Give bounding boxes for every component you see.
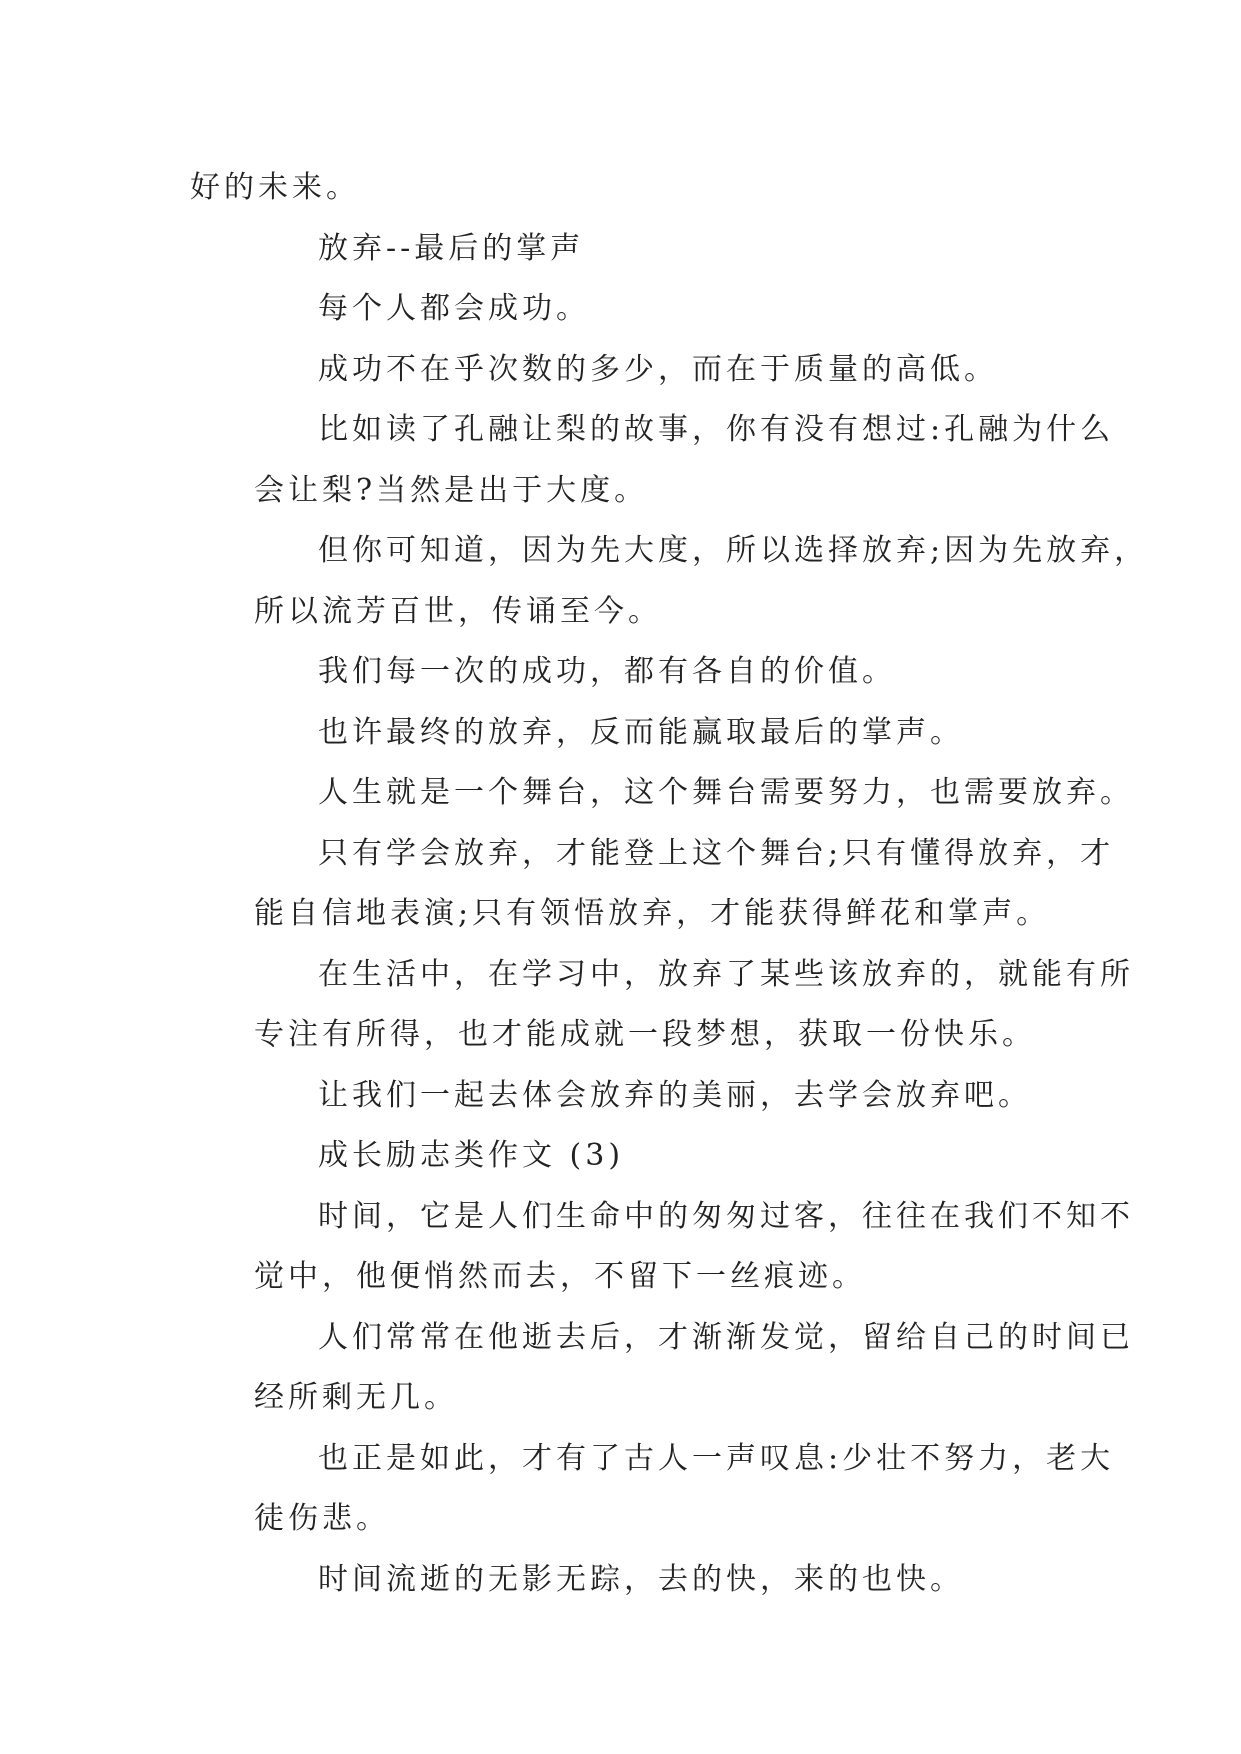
paragraph (190, 945, 1134, 1066)
paragraph (190, 763, 1134, 824)
text-line: 但你可知道，因为先大度，所以选择放弃;因为先放弃， (318, 533, 1149, 568)
text-line: 在生活中，在学习中，放弃了某些该放弃的，就能有所 (318, 956, 1134, 992)
paragraph (190, 521, 1149, 642)
paragraph (190, 340, 1070, 401)
text-line: 也正是如此，才有了古人一声叹息:少壮不努力，老大 (318, 1440, 1115, 1476)
paragraph (190, 703, 1070, 764)
paragraph (190, 824, 1115, 945)
text-line: 所以流芳百世，传诵至今。 (254, 593, 662, 629)
paragraph (190, 158, 1070, 219)
section-title (190, 1126, 1070, 1187)
paragraph (190, 1187, 1134, 1308)
text-line: 成长励志类作文 (3) (318, 1138, 625, 1173)
text-line: 觉中，他便悄然而去，不留下一丝痕迹。 (254, 1259, 866, 1294)
text-line: 时间，它是人们生命中的匆匆过客，往往在我们不知不 (318, 1198, 1134, 1234)
text-line: 人们常常在他逝去后，才渐渐发觉，留给自己的时间已 (318, 1319, 1134, 1355)
paragraph (190, 400, 1115, 521)
text-line: 时间流逝的无影无踪，去的快，来的也快。 (318, 1561, 964, 1597)
text-line: 我们每一次的成功，都有各自的价值。 (318, 654, 896, 689)
text-line: 放弃--最后的掌声 (318, 230, 585, 266)
text-line: 能自信地表演;只有领悟放弃，才能获得鲜花和掌声。 (254, 896, 1051, 931)
document-body (190, 158, 1149, 1610)
paragraph (190, 1066, 1070, 1127)
text-line: 每个人都会成功。 (318, 291, 590, 326)
text-line: 比如读了孔融让梨的故事，你有没有想过:孔融为什么 (318, 412, 1115, 447)
paragraph (190, 1429, 1115, 1550)
paragraph (190, 279, 1070, 340)
text-line: 也许最终的放弃，反而能赢取最后的掌声。 (318, 714, 964, 750)
paragraph (190, 1308, 1134, 1429)
text-line: 好的未来。 (190, 170, 360, 205)
text-line: 会让梨?当然是出于大度。 (254, 472, 649, 508)
text-line: 只有学会放弃，才能登上这个舞台;只有懂得放弃，才 (318, 835, 1115, 871)
section-title (190, 219, 1070, 280)
text-line: 徒伤悲。 (254, 1501, 390, 1536)
paragraph (190, 1550, 1070, 1611)
text-line: 人生就是一个舞台，这个舞台需要努力，也需要放弃。 (318, 775, 1134, 810)
text-line: 经所剩无几。 (254, 1380, 458, 1415)
text-line: 成功不在乎次数的多少，而在于质量的高低。 (318, 351, 998, 387)
paragraph (190, 642, 1070, 703)
text-line: 专注有所得，也才能成就一段梦想，获取一份快乐。 (254, 1017, 1036, 1052)
text-line: 让我们一起去体会放弃的美丽，去学会放弃吧。 (318, 1077, 1032, 1113)
